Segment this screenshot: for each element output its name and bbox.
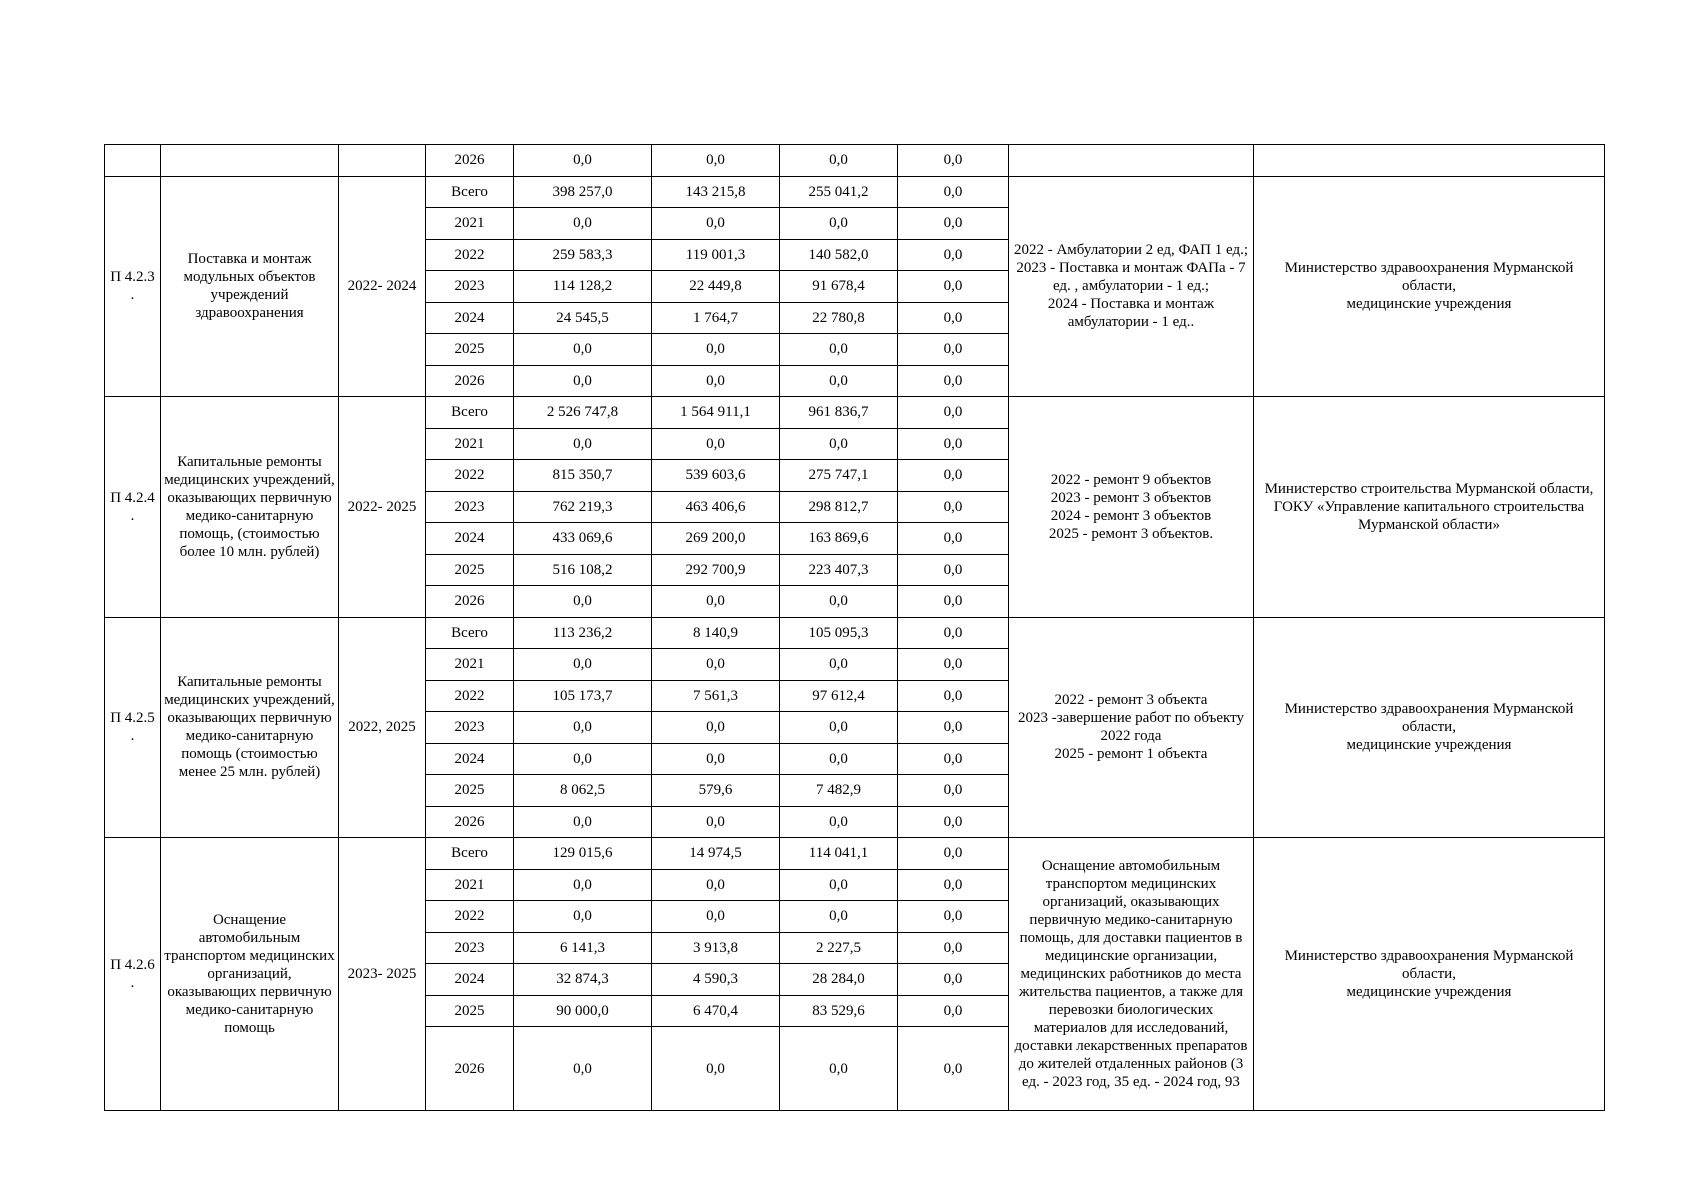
other-funds-cell: 0,0 [898,523,1009,555]
year-cell: 2026 [426,806,514,838]
total-funds-cell: 105 173,7 [514,680,652,712]
result-cell: 2022 - ремонт 9 объектов 2023 - ремонт 3 объектов 2024 - ремонт 3 объектов 2025 - ремонт 3 объектов. [1009,397,1254,618]
federal-funds-cell: 1 764,7 [652,302,780,334]
total-funds-cell: 114 128,2 [514,271,652,303]
other-funds-cell: 0,0 [898,743,1009,775]
year-cell: 2026 [426,586,514,618]
other-funds-cell: 0,0 [898,712,1009,744]
total-funds-cell: 0,0 [514,1027,652,1111]
regional-funds-cell: 0,0 [780,208,898,240]
year-cell: 2021 [426,208,514,240]
federal-funds-cell: 0,0 [652,743,780,775]
federal-funds-cell: 14 974,5 [652,838,780,870]
regional-funds-cell: 105 095,3 [780,617,898,649]
year-cell: 2025 [426,554,514,586]
regional-funds-cell: 961 836,7 [780,397,898,429]
regional-funds-cell: 298 812,7 [780,491,898,523]
year-cell: 2022 [426,239,514,271]
other-funds-cell: 0,0 [898,302,1009,334]
total-funds-cell: 129 015,6 [514,838,652,870]
program-table [104,144,1605,1111]
federal-funds-cell: 0,0 [652,208,780,240]
total-funds-cell: 2 526 747,8 [514,397,652,429]
federal-funds-cell: 0,0 [652,365,780,397]
federal-funds-cell: 0,0 [652,901,780,933]
other-funds-cell: 0,0 [898,428,1009,460]
federal-funds-cell: 1 564 911,1 [652,397,780,429]
total-funds-cell: 762 219,3 [514,491,652,523]
period-cell [339,145,426,177]
total-funds-cell: 398 257,0 [514,176,652,208]
federal-funds-cell: 0,0 [652,145,780,177]
regional-funds-cell: 0,0 [780,428,898,460]
federal-funds-cell: 579,6 [652,775,780,807]
item-period-cell: 2022, 2025 [339,617,426,838]
regional-funds-cell: 0,0 [780,1027,898,1111]
regional-funds-cell: 0,0 [780,743,898,775]
regional-funds-cell: 28 284,0 [780,964,898,996]
item-name-cell: Поставка и монтаж модульных объектов учреждений здравоохранения [161,176,339,397]
item-name-cell: Оснащение автомобильным транспортом медицинских организаций, оказывающих первичную медико-санитарную помощь [161,838,339,1111]
year-cell: Всего [426,617,514,649]
regional-funds-cell: 140 582,0 [780,239,898,271]
result-cell: 2022 - Амбулатории 2 ед, ФАП 1 ед.; 2023 - Поставка и монтаж ФАПа - 7 ед. , амбулатории - 1 ед.; 2024 - Поставка и монтаж амбулатории - 1 ед.. [1009,176,1254,397]
federal-funds-cell: 0,0 [652,649,780,681]
other-funds-cell: 0,0 [898,586,1009,618]
other-funds-cell: 0,0 [898,932,1009,964]
total-funds-cell: 815 350,7 [514,460,652,492]
regional-funds-cell: 0,0 [780,806,898,838]
regional-funds-cell: 0,0 [780,649,898,681]
federal-funds-cell: 0,0 [652,586,780,618]
total-funds-cell: 0,0 [514,365,652,397]
table-row [105,838,1605,870]
regional-funds-cell: 97 612,4 [780,680,898,712]
regional-funds-cell: 255 041,2 [780,176,898,208]
federal-funds-cell: 539 603,6 [652,460,780,492]
regional-funds-cell: 7 482,9 [780,775,898,807]
year-cell: 2025 [426,995,514,1027]
table-row-continuation [105,145,1605,177]
other-funds-cell: 0,0 [898,649,1009,681]
federal-funds-cell: 7 561,3 [652,680,780,712]
federal-funds-cell: 0,0 [652,428,780,460]
total-funds-cell: 6 141,3 [514,932,652,964]
total-funds-cell: 0,0 [514,586,652,618]
federal-funds-cell: 0,0 [652,869,780,901]
item-name-cell: Капитальные ремонты медицинских учреждений, оказывающих первичную медико-санитарную помощь, (стоимостью более 10 млн. рублей) [161,397,339,618]
year-cell: 2026 [426,145,514,177]
table-row [105,617,1605,649]
total-funds-cell: 259 583,3 [514,239,652,271]
other-funds-cell: 0,0 [898,491,1009,523]
total-funds-cell: 0,0 [514,869,652,901]
year-cell: 2022 [426,460,514,492]
year-cell: Всего [426,176,514,208]
other-funds-cell: 0,0 [898,995,1009,1027]
item-code-cell: П 4.2.4 . [105,397,161,618]
table-row [105,397,1605,429]
regional-funds-cell: 275 747,1 [780,460,898,492]
year-cell: 2023 [426,271,514,303]
federal-funds-cell: 463 406,6 [652,491,780,523]
federal-funds-cell: 0,0 [652,712,780,744]
federal-funds-cell: 3 913,8 [652,932,780,964]
regional-funds-cell: 0,0 [780,365,898,397]
total-funds-cell: 8 062,5 [514,775,652,807]
total-funds-cell: 0,0 [514,428,652,460]
year-cell: 2026 [426,1027,514,1111]
item-code-cell: П 4.2.5 . [105,617,161,838]
federal-funds-cell: 8 140,9 [652,617,780,649]
total-funds-cell: 32 874,3 [514,964,652,996]
year-cell: 2025 [426,334,514,366]
year-cell: 2025 [426,775,514,807]
item-code-cell: П 4.2.6 . [105,838,161,1111]
year-cell: Всего [426,397,514,429]
federal-funds-cell: 292 700,9 [652,554,780,586]
other-funds-cell: 0,0 [898,460,1009,492]
total-funds-cell: 0,0 [514,806,652,838]
other-funds-cell: 0,0 [898,176,1009,208]
other-funds-cell: 0,0 [898,869,1009,901]
other-funds-cell: 0,0 [898,239,1009,271]
year-cell: 2024 [426,523,514,555]
regional-funds-cell: 163 869,6 [780,523,898,555]
regional-funds-cell: 0,0 [780,334,898,366]
total-funds-cell: 0,0 [514,743,652,775]
code-cell [105,145,161,177]
other-funds-cell: 0,0 [898,775,1009,807]
other-funds-cell: 0,0 [898,334,1009,366]
other-funds-cell: 0,0 [898,806,1009,838]
regional-funds-cell: 0,0 [780,145,898,177]
other-funds-cell: 0,0 [898,365,1009,397]
year-cell: 2022 [426,680,514,712]
result-cell: 2022 - ремонт 3 объекта 2023 -завершение работ по объекту 2022 года 2025 - ремонт 1 объекта [1009,617,1254,838]
year-cell: 2021 [426,869,514,901]
federal-funds-cell: 119 001,3 [652,239,780,271]
executor-cell: Министерство здравоохранения Мурманской области, медицинские учреждения [1254,176,1605,397]
regional-funds-cell: 91 678,4 [780,271,898,303]
year-cell: 2023 [426,712,514,744]
result-cell: Оснащение автомобильным транспортом медицинских организаций, оказывающих первичную медико-санитарную помощь, для доставки пациентов в медицинские организации, медицинских работников до места жительства пациентов, а также для перевозки биологических материалов для исследований, доставки лекарственных препаратов до жителей отдаленных районов (3 ед. - 2023 год, 35 ед. - 2024 год, 93 [1009,838,1254,1111]
total-funds-cell: 24 545,5 [514,302,652,334]
regional-funds-cell: 0,0 [780,869,898,901]
item-period-cell: 2022- 2024 [339,176,426,397]
year-cell: Всего [426,838,514,870]
year-cell: 2021 [426,428,514,460]
other-funds-cell: 0,0 [898,208,1009,240]
other-funds-cell: 0,0 [898,964,1009,996]
federal-funds-cell: 0,0 [652,1027,780,1111]
total-funds-cell: 0,0 [514,649,652,681]
regional-funds-cell: 83 529,6 [780,995,898,1027]
item-period-cell: 2022- 2025 [339,397,426,618]
year-cell: 2024 [426,302,514,334]
regional-funds-cell: 0,0 [780,586,898,618]
year-cell: 2021 [426,649,514,681]
executor-cell: Министерство здравоохранения Мурманской области, медицинские учреждения [1254,838,1605,1111]
other-funds-cell: 0,0 [898,617,1009,649]
executor-cell [1254,145,1605,177]
federal-funds-cell: 143 215,8 [652,176,780,208]
year-cell: 2022 [426,901,514,933]
total-funds-cell: 113 236,2 [514,617,652,649]
regional-funds-cell: 0,0 [780,712,898,744]
table-row [105,176,1605,208]
total-funds-cell: 90 000,0 [514,995,652,1027]
regional-funds-cell: 2 227,5 [780,932,898,964]
federal-funds-cell: 0,0 [652,806,780,838]
item-period-cell: 2023- 2025 [339,838,426,1111]
other-funds-cell: 0,0 [898,554,1009,586]
total-funds-cell: 0,0 [514,334,652,366]
federal-funds-cell: 0,0 [652,334,780,366]
regional-funds-cell: 0,0 [780,901,898,933]
total-funds-cell: 0,0 [514,208,652,240]
year-cell: 2024 [426,964,514,996]
executor-cell: Министерство здравоохранения Мурманской области, медицинские учреждения [1254,617,1605,838]
total-funds-cell: 433 069,6 [514,523,652,555]
total-funds-cell: 516 108,2 [514,554,652,586]
year-cell: 2023 [426,932,514,964]
total-funds-cell: 0,0 [514,712,652,744]
year-cell: 2024 [426,743,514,775]
federal-funds-cell: 22 449,8 [652,271,780,303]
other-funds-cell: 0,0 [898,397,1009,429]
other-funds-cell: 0,0 [898,838,1009,870]
table-body [105,145,1605,1111]
executor-cell: Министерство строительства Мурманской области, ГОКУ «Управление капитального строительства Мурманской области» [1254,397,1605,618]
regional-funds-cell: 22 780,8 [780,302,898,334]
federal-funds-cell: 269 200,0 [652,523,780,555]
item-name-cell: Капитальные ремонты медицинских учреждений, оказывающих первичную медико-санитарную помощь (стоимостью менее 25 млн. рублей) [161,617,339,838]
regional-funds-cell: 114 041,1 [780,838,898,870]
other-funds-cell: 0,0 [898,680,1009,712]
federal-funds-cell: 6 470,4 [652,995,780,1027]
federal-funds-cell: 4 590,3 [652,964,780,996]
other-funds-cell: 0,0 [898,271,1009,303]
regional-funds-cell: 223 407,3 [780,554,898,586]
other-funds-cell: 0,0 [898,145,1009,177]
total-funds-cell: 0,0 [514,901,652,933]
item-code-cell: П 4.2.3 . [105,176,161,397]
result-cell [1009,145,1254,177]
other-funds-cell: 0,0 [898,1027,1009,1111]
total-funds-cell: 0,0 [514,145,652,177]
name-cell [161,145,339,177]
year-cell: 2023 [426,491,514,523]
year-cell: 2026 [426,365,514,397]
other-funds-cell: 0,0 [898,901,1009,933]
